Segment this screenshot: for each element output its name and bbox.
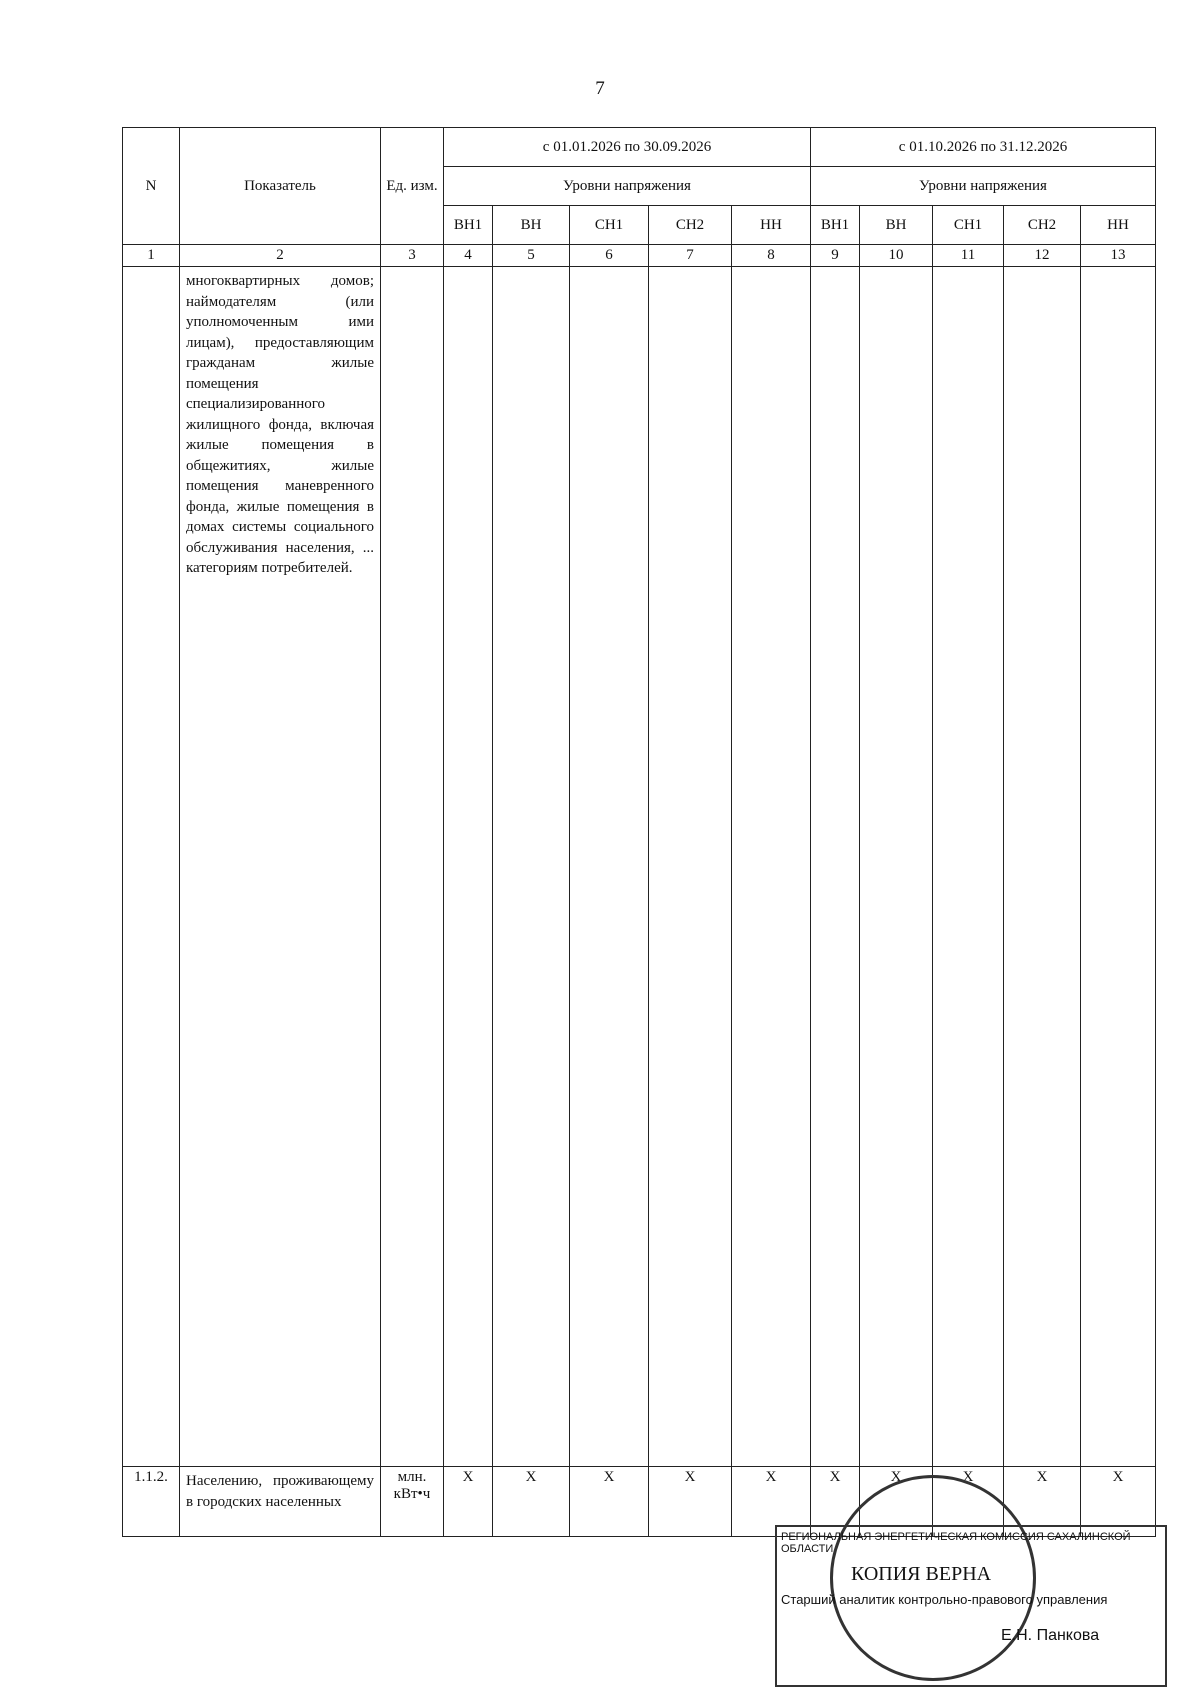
cell-x: X (570, 1467, 649, 1537)
num: 9 (811, 245, 860, 267)
row-text: Населению, проживающему в городских населенных (180, 1467, 381, 1537)
cell-x: X (933, 1467, 1004, 1537)
cell-x: X (444, 1467, 493, 1537)
certification-stamp (775, 1525, 1167, 1687)
level: ВН (860, 206, 933, 245)
level: НН (732, 206, 811, 245)
level: ВН1 (811, 206, 860, 245)
stamp-position: Старший аналитик контрольно-правового управления (781, 1592, 1108, 1607)
period2: с 01.10.2026 по 31.12.2026 (811, 128, 1156, 167)
tariff-table (122, 127, 1156, 1537)
cell-x: X (649, 1467, 732, 1537)
level: СН2 (649, 206, 732, 245)
level: НН (1081, 206, 1156, 245)
cell-x: X (1081, 1467, 1156, 1537)
col-indicator: Показатель (180, 128, 381, 245)
row-unit: млн. кВт•ч (381, 1467, 444, 1537)
num: 1 (123, 245, 180, 267)
col-unit: Ед. изм. (381, 128, 444, 245)
num: 6 (570, 245, 649, 267)
num: 13 (1081, 245, 1156, 267)
level: СН1 (570, 206, 649, 245)
row-unit (381, 267, 444, 1467)
num: 11 (933, 245, 1004, 267)
num: 8 (732, 245, 811, 267)
level: ВН1 (444, 206, 493, 245)
cell-x: X (493, 1467, 570, 1537)
num: 12 (1004, 245, 1081, 267)
num: 10 (860, 245, 933, 267)
level: СН2 (1004, 206, 1081, 245)
cell-x: X (1004, 1467, 1081, 1537)
num: 5 (493, 245, 570, 267)
num: 4 (444, 245, 493, 267)
stamp-mark: КОПИЯ ВЕРНА (851, 1563, 992, 1585)
level: ВН (493, 206, 570, 245)
cell-x: X (860, 1467, 933, 1537)
cell-x: X (732, 1467, 811, 1537)
stamp-org: РЕГИОНАЛЬНАЯ ЭНЕРГЕТИЧЕСКАЯ КОМИССИЯ САХАЛИНСКОЙ ОБЛАСТИ (781, 1531, 1131, 1555)
num: 2 (180, 245, 381, 267)
row-n: 1.1.2. (123, 1467, 180, 1537)
stamp-name: Е.Н. Панкова (1001, 1627, 1100, 1644)
levels2: Уровни напряжения (811, 167, 1156, 206)
col-n: N (123, 128, 180, 245)
levels1: Уровни напряжения (444, 167, 811, 206)
num: 7 (649, 245, 732, 267)
num: 3 (381, 245, 444, 267)
period1: с 01.01.2026 по 30.09.2026 (444, 128, 811, 167)
level: СН1 (933, 206, 1004, 245)
row-n (123, 267, 180, 1467)
page-number: 7 (595, 78, 605, 99)
cell-x: X (811, 1467, 860, 1537)
row-text: многоквартирных домов; наймодателям (или уполномоченным ими лицам), предоставляющим гражданам жилые помещения специализированного жилищного фонда, включая жилые помещения в общежитиях, жилые помещения маневренного фонда, жилые помещения в домах системы социального обслуживания населения, ... категориям потребителей. (180, 267, 381, 1467)
